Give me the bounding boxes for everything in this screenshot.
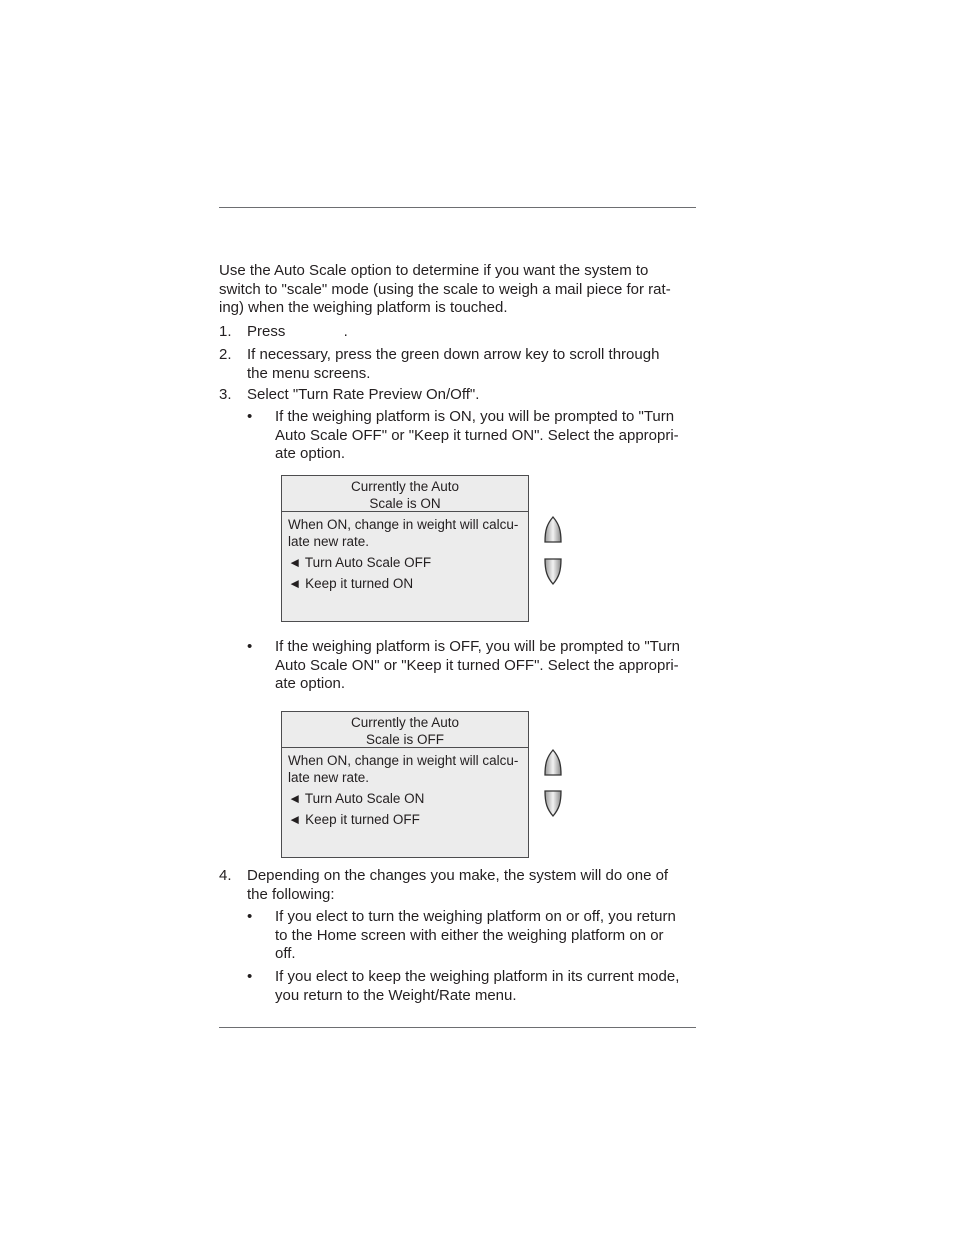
up-arrow-key-icon[interactable] <box>543 749 563 777</box>
screen-title: Currently the Auto Scale is ON <box>282 476 528 512</box>
lcd-screen-auto-scale-on <box>281 475 529 622</box>
bullet-marker: • <box>247 408 253 425</box>
step-3-text: Select "Turn Rate Preview On/Off". <box>247 386 480 403</box>
bullet-platform-off: If the weighing platform is OFF, you will be prompted to "Turn Auto Scale ON" or "Keep it turned OFF". Select the appropri- ate option. <box>275 638 680 692</box>
screen-title: Currently the Auto Scale is OFF <box>282 712 528 748</box>
top-rule <box>219 207 696 208</box>
screen-message: When ON, change in weight will calcu- late new rate. <box>288 517 519 549</box>
option-turn-auto-scale-on[interactable]: ◄ Turn Auto Scale ON <box>288 791 425 806</box>
up-arrow-key-icon[interactable] <box>543 516 563 544</box>
bullet-marker: • <box>247 908 253 925</box>
intro-paragraph: Use the Auto Scale option to determine if you want the system to switch to "scale" mode (using the scale to weigh a mail piece for rat- ing) when the weighing platform is touched. <box>219 262 671 316</box>
step-1-number: 1. <box>219 323 232 340</box>
lcd-screen-auto-scale-off <box>281 711 529 858</box>
option-turn-auto-scale-off[interactable]: ◄ Turn Auto Scale OFF <box>288 555 432 570</box>
step-2-text: If necessary, press the green down arrow key to scroll through the menu screens. <box>247 346 660 382</box>
bullet-keep-mode: If you elect to keep the weighing platform in its current mode, you return to the Weight/Rate menu. <box>275 968 680 1004</box>
down-arrow-key-icon[interactable] <box>543 789 563 817</box>
down-arrow-key-icon[interactable] <box>543 557 563 585</box>
bottom-rule <box>219 1027 696 1028</box>
step-2-number: 2. <box>219 346 232 363</box>
screen-message: When ON, change in weight will calcu- late new rate. <box>288 753 519 785</box>
step-3-number: 3. <box>219 386 232 403</box>
bullet-marker: • <box>247 968 253 985</box>
step-1-text: Press . <box>247 323 348 340</box>
option-keep-it-turned-on[interactable]: ◄ Keep it turned ON <box>288 576 414 591</box>
screen-body <box>282 512 528 592</box>
bullet-marker: • <box>247 638 253 655</box>
step-4-text: Depending on the changes you make, the system will do one of the following: <box>247 867 669 903</box>
bullet-platform-on: If the weighing platform is ON, you will be prompted to "Turn Auto Scale OFF" or "Keep it turned ON". Select the appropri- ate option. <box>275 408 679 462</box>
option-keep-it-turned-off[interactable]: ◄ Keep it turned OFF <box>288 812 420 827</box>
bullet-turn-on-off: If you elect to turn the weighing platform on or off, you return to the Home screen with either the weighing platform on or off. <box>275 908 676 962</box>
step-4-number: 4. <box>219 867 232 884</box>
screen-body <box>282 748 528 828</box>
